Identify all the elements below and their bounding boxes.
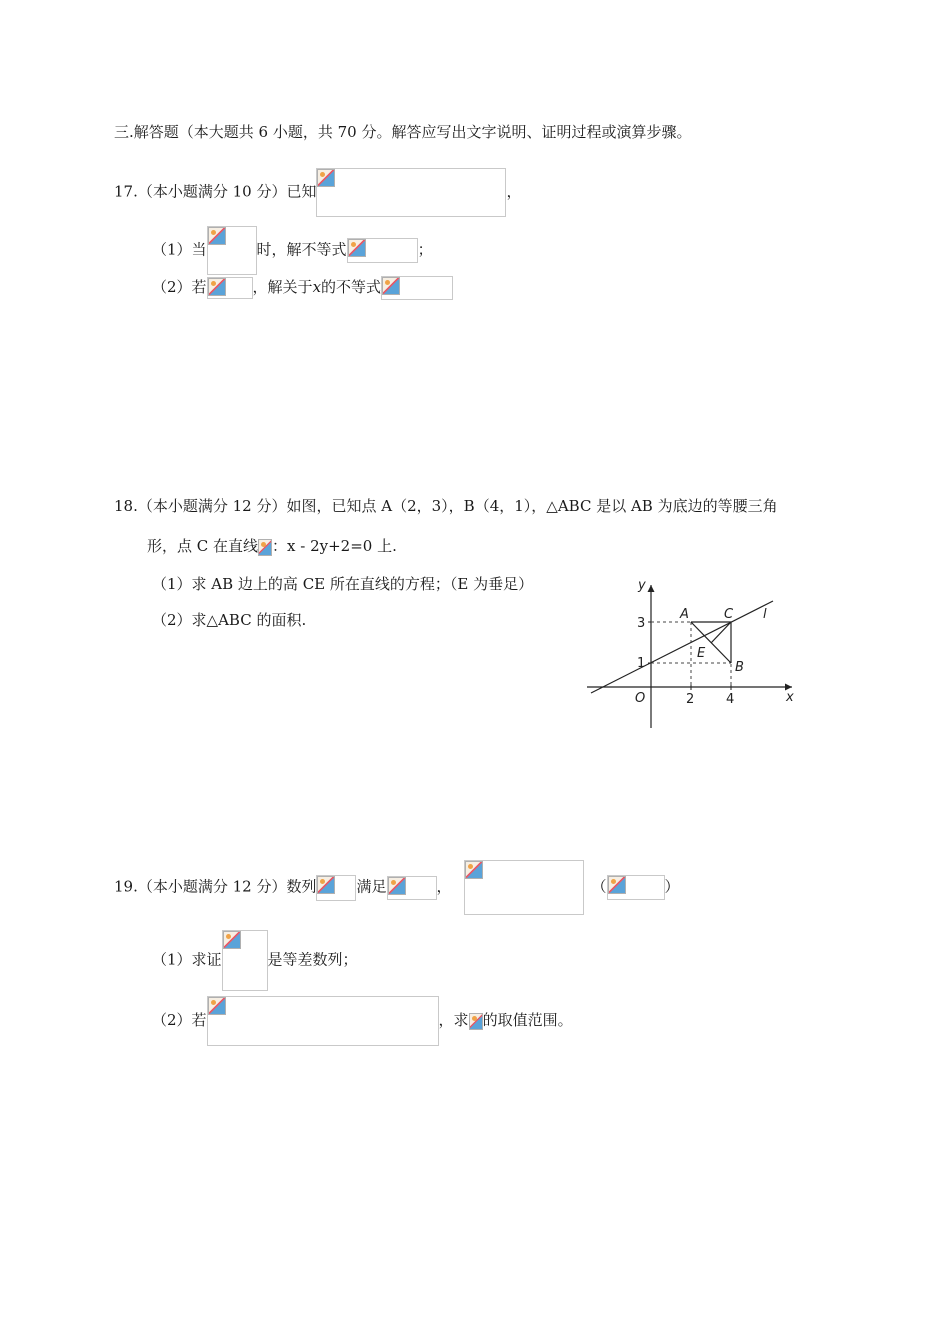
broken-image-icon: [208, 227, 226, 245]
formula-image: [316, 875, 356, 901]
point-c-label: C: [724, 607, 734, 622]
q19-part1: [152, 930, 358, 991]
q18-part2: （2）求△ABC 的面积.: [152, 611, 307, 629]
q17-part2-text: （2）若: [152, 278, 207, 296]
q17-part2-text-2: ，解关于: [252, 278, 313, 296]
axis-y-label: y: [638, 578, 646, 593]
point-e-label: E: [697, 646, 706, 661]
coordinate-figure: [585, 575, 805, 735]
broken-image-icon: [258, 539, 272, 556]
axis-x-label: x: [786, 690, 794, 705]
broken-image-icon: [208, 278, 226, 296]
q17-part1-text-2: 时，解不等式: [256, 240, 347, 259]
formula-image: [222, 930, 268, 991]
q19-stem-text-2: 满足: [356, 877, 387, 896]
formula-image: [387, 876, 437, 900]
broken-image-icon: [469, 1013, 483, 1030]
q19-part1-text-2: 是等差数列；: [267, 950, 358, 969]
q17-stem: [114, 168, 522, 217]
formula-image: [347, 238, 418, 263]
segment-ce: [711, 622, 731, 643]
q17-part2: [152, 276, 453, 300]
q17-part1-semicolon: ；: [417, 240, 433, 259]
broken-image-icon: [388, 877, 406, 895]
q18-stem-text: 形，点 C 在直线: [147, 537, 259, 555]
q19-stem-text: 19.（本小题满分 12 分）数列: [114, 877, 317, 896]
broken-image-icon: [317, 876, 335, 894]
variable-x: x: [312, 278, 322, 296]
formula-image-l: [258, 539, 272, 556]
formula-image: [207, 226, 257, 275]
q17-part1: [152, 226, 433, 275]
line-l-label: l: [763, 607, 767, 622]
q19-part2-text-3: 的取值范围。: [482, 1011, 573, 1029]
broken-image-icon: [348, 239, 366, 257]
broken-image-icon: [317, 169, 335, 187]
q19-stem-comma: ，: [436, 877, 452, 896]
origin-label: O: [635, 691, 646, 706]
q19-stem-paren-close: ）: [664, 877, 680, 896]
q19-stem-paren-open: （: [591, 877, 607, 896]
formula-image: [381, 276, 453, 300]
q18-stem-line1: 18.（本小题满分 12 分）如图，已知点 A（2，3），B（4，1），△ABC 是以 AB 为底边的等腰三角: [114, 497, 778, 515]
tick-y-3: 3: [637, 616, 646, 631]
tick-x-2: 2: [686, 692, 695, 707]
q17-stem-comma: ，: [506, 182, 522, 201]
q19-stem: [114, 860, 680, 915]
formula-image: [464, 860, 584, 915]
broken-image-icon: [223, 931, 241, 949]
formula-image: [207, 996, 439, 1046]
q19-part1-text: （1）求证: [152, 950, 222, 969]
q17-stem-text: 17.（本小题满分 10 分）已知: [114, 182, 317, 201]
q19-part2: [152, 996, 573, 1046]
point-a-label: A: [680, 607, 689, 622]
broken-image-icon: [608, 876, 626, 894]
q18-stem-line2: [147, 536, 397, 556]
formula-image: [316, 168, 506, 217]
q18-part1: （1）求 AB 边上的高 CE 所在直线的方程；（E 为垂足）: [152, 575, 534, 593]
point-b-label: B: [735, 660, 744, 675]
q18-stem-text-2: ：x - 2y+2=0 上.: [272, 537, 397, 555]
formula-image: [469, 1013, 483, 1030]
broken-image-icon: [465, 861, 483, 879]
q19-part2-text-2: ，求: [438, 1011, 469, 1029]
broken-image-icon: [382, 277, 400, 295]
q19-part2-text: （2）若: [152, 1011, 207, 1029]
formula-image: [207, 277, 253, 299]
broken-image-icon: [208, 997, 226, 1015]
q17-part1-text: （1）当: [152, 240, 207, 259]
tick-y-1: 1: [637, 656, 646, 671]
tick-x-4: 4: [726, 692, 735, 707]
section-heading: 三.解答题（本大题共 6 小题，共 70 分。解答应写出文字说明、证明过程或演算步骤。: [114, 123, 692, 141]
q17-part2-text-3: 的不等式: [321, 278, 382, 296]
formula-image: [607, 875, 665, 900]
